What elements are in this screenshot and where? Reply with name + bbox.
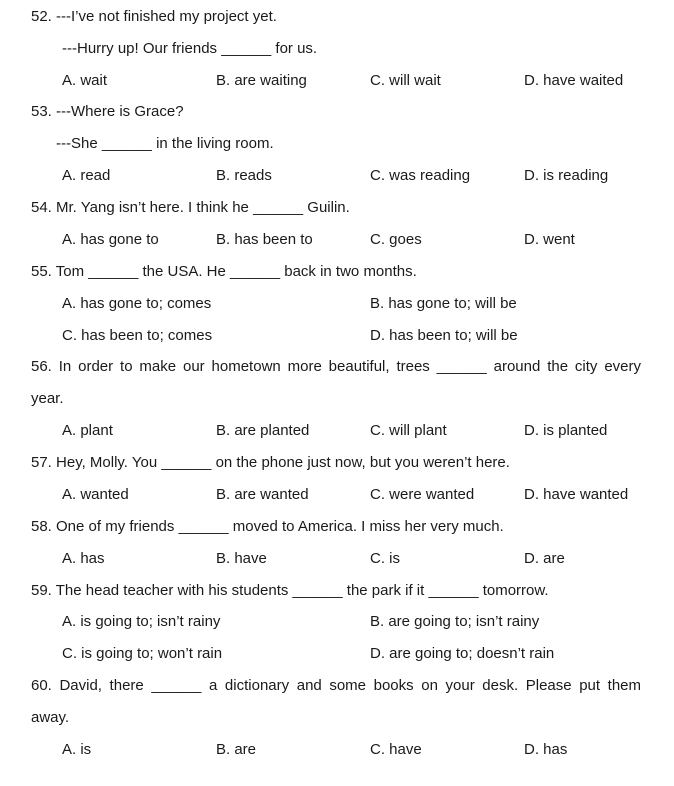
option-d[interactable]: D. are going to; doesn’t rain	[370, 645, 555, 662]
question-53-stem: 53. ---Where is Grace?	[31, 103, 184, 120]
option-b[interactable]: B. has been to	[216, 231, 313, 248]
option-d[interactable]: D. have waited	[524, 72, 624, 89]
question-57-stem: 57. Hey, Molly. You ______ on the phone just now, but you weren’t here.	[31, 454, 510, 471]
question-53-dialog: ---She ______ in the living room.	[56, 135, 274, 152]
question-56-stem-line	[0, 351, 674, 383]
option-a[interactable]: A. read	[62, 167, 111, 184]
option-c[interactable]: C. goes	[370, 231, 422, 248]
question-54-stem: 54. Mr. Yang isn’t here. I think he ______ Guilin.	[31, 199, 350, 216]
option-b[interactable]: B. are going to; isn’t rainy	[370, 613, 540, 630]
option-d[interactable]: D. has been to; will be	[370, 327, 518, 344]
option-a[interactable]: A. is going to; isn’t rainy	[62, 613, 221, 630]
question-52-options	[0, 65, 674, 97]
option-b[interactable]: B. have	[216, 550, 267, 567]
question-60-stem-cont: away.	[31, 709, 70, 726]
question-55-stem: 55. Tom ______ the USA. He ______ back in two months.	[31, 263, 417, 280]
option-b[interactable]: B. are planted	[216, 422, 310, 439]
question-59-options-row1	[0, 606, 674, 638]
option-d[interactable]: D. is planted	[524, 422, 608, 439]
question-58-options	[0, 543, 674, 575]
question-58-stem: 58. One of my friends ______ moved to America. I miss her very much.	[31, 518, 504, 535]
option-b[interactable]: B. are	[216, 741, 257, 758]
question-53-options	[0, 160, 674, 192]
question-56-stem: 56. In order to make our hometown more beautiful, trees ______ around the city every	[31, 358, 641, 375]
question-59-stem: 59. The head teacher with his students ______ the park if it ______ tomorrow.	[31, 582, 549, 599]
option-c[interactable]: C. have	[370, 741, 422, 758]
question-57-options	[0, 479, 674, 511]
option-b[interactable]: B. reads	[216, 167, 272, 184]
option-a[interactable]: A. has gone to; comes	[62, 295, 212, 312]
option-c[interactable]: C. will wait	[370, 72, 441, 89]
option-c[interactable]: C. will plant	[370, 422, 447, 439]
question-60-stem: 60. David, there ______ a dictionary and some books on your desk. Please put them	[31, 677, 641, 694]
question-60-stem-line	[0, 670, 674, 702]
question-56-options	[0, 415, 674, 447]
option-a[interactable]: A. has gone to	[62, 231, 159, 248]
question-60-options	[0, 734, 674, 766]
question-59-options-row2	[0, 638, 674, 670]
option-c[interactable]: C. was reading	[370, 167, 471, 184]
option-d[interactable]: D. have wanted	[524, 486, 629, 503]
option-c[interactable]: C. has been to; comes	[62, 327, 213, 344]
option-c[interactable]: C. were wanted	[370, 486, 475, 503]
option-b[interactable]: B. are wanted	[216, 486, 309, 503]
option-c[interactable]: C. is going to; won’t rain	[62, 645, 223, 662]
option-a[interactable]: A. is	[62, 741, 92, 758]
option-a[interactable]: A. wait	[62, 72, 108, 89]
option-b[interactable]: B. has gone to; will be	[370, 295, 517, 312]
question-52-stem: 52. ---I’ve not finished my project yet.	[31, 8, 277, 25]
option-d[interactable]: D. went	[524, 231, 575, 248]
option-b[interactable]: B. are waiting	[216, 72, 307, 89]
option-c[interactable]: C. is	[370, 550, 400, 567]
option-d[interactable]: D. is reading	[524, 167, 609, 184]
option-a[interactable]: A. plant	[62, 422, 113, 439]
option-a[interactable]: A. wanted	[62, 486, 129, 503]
question-56-stem-cont: year.	[31, 390, 64, 407]
question-52-dialog: ---Hurry up! Our friends ______ for us.	[62, 40, 318, 57]
question-55-options-row2	[0, 320, 674, 352]
option-d[interactable]: D. has	[524, 741, 568, 758]
option-d[interactable]: D. are	[524, 550, 565, 567]
question-54-options	[0, 224, 674, 256]
option-a[interactable]: A. has	[62, 550, 105, 567]
question-55-options-row1	[0, 288, 674, 320]
